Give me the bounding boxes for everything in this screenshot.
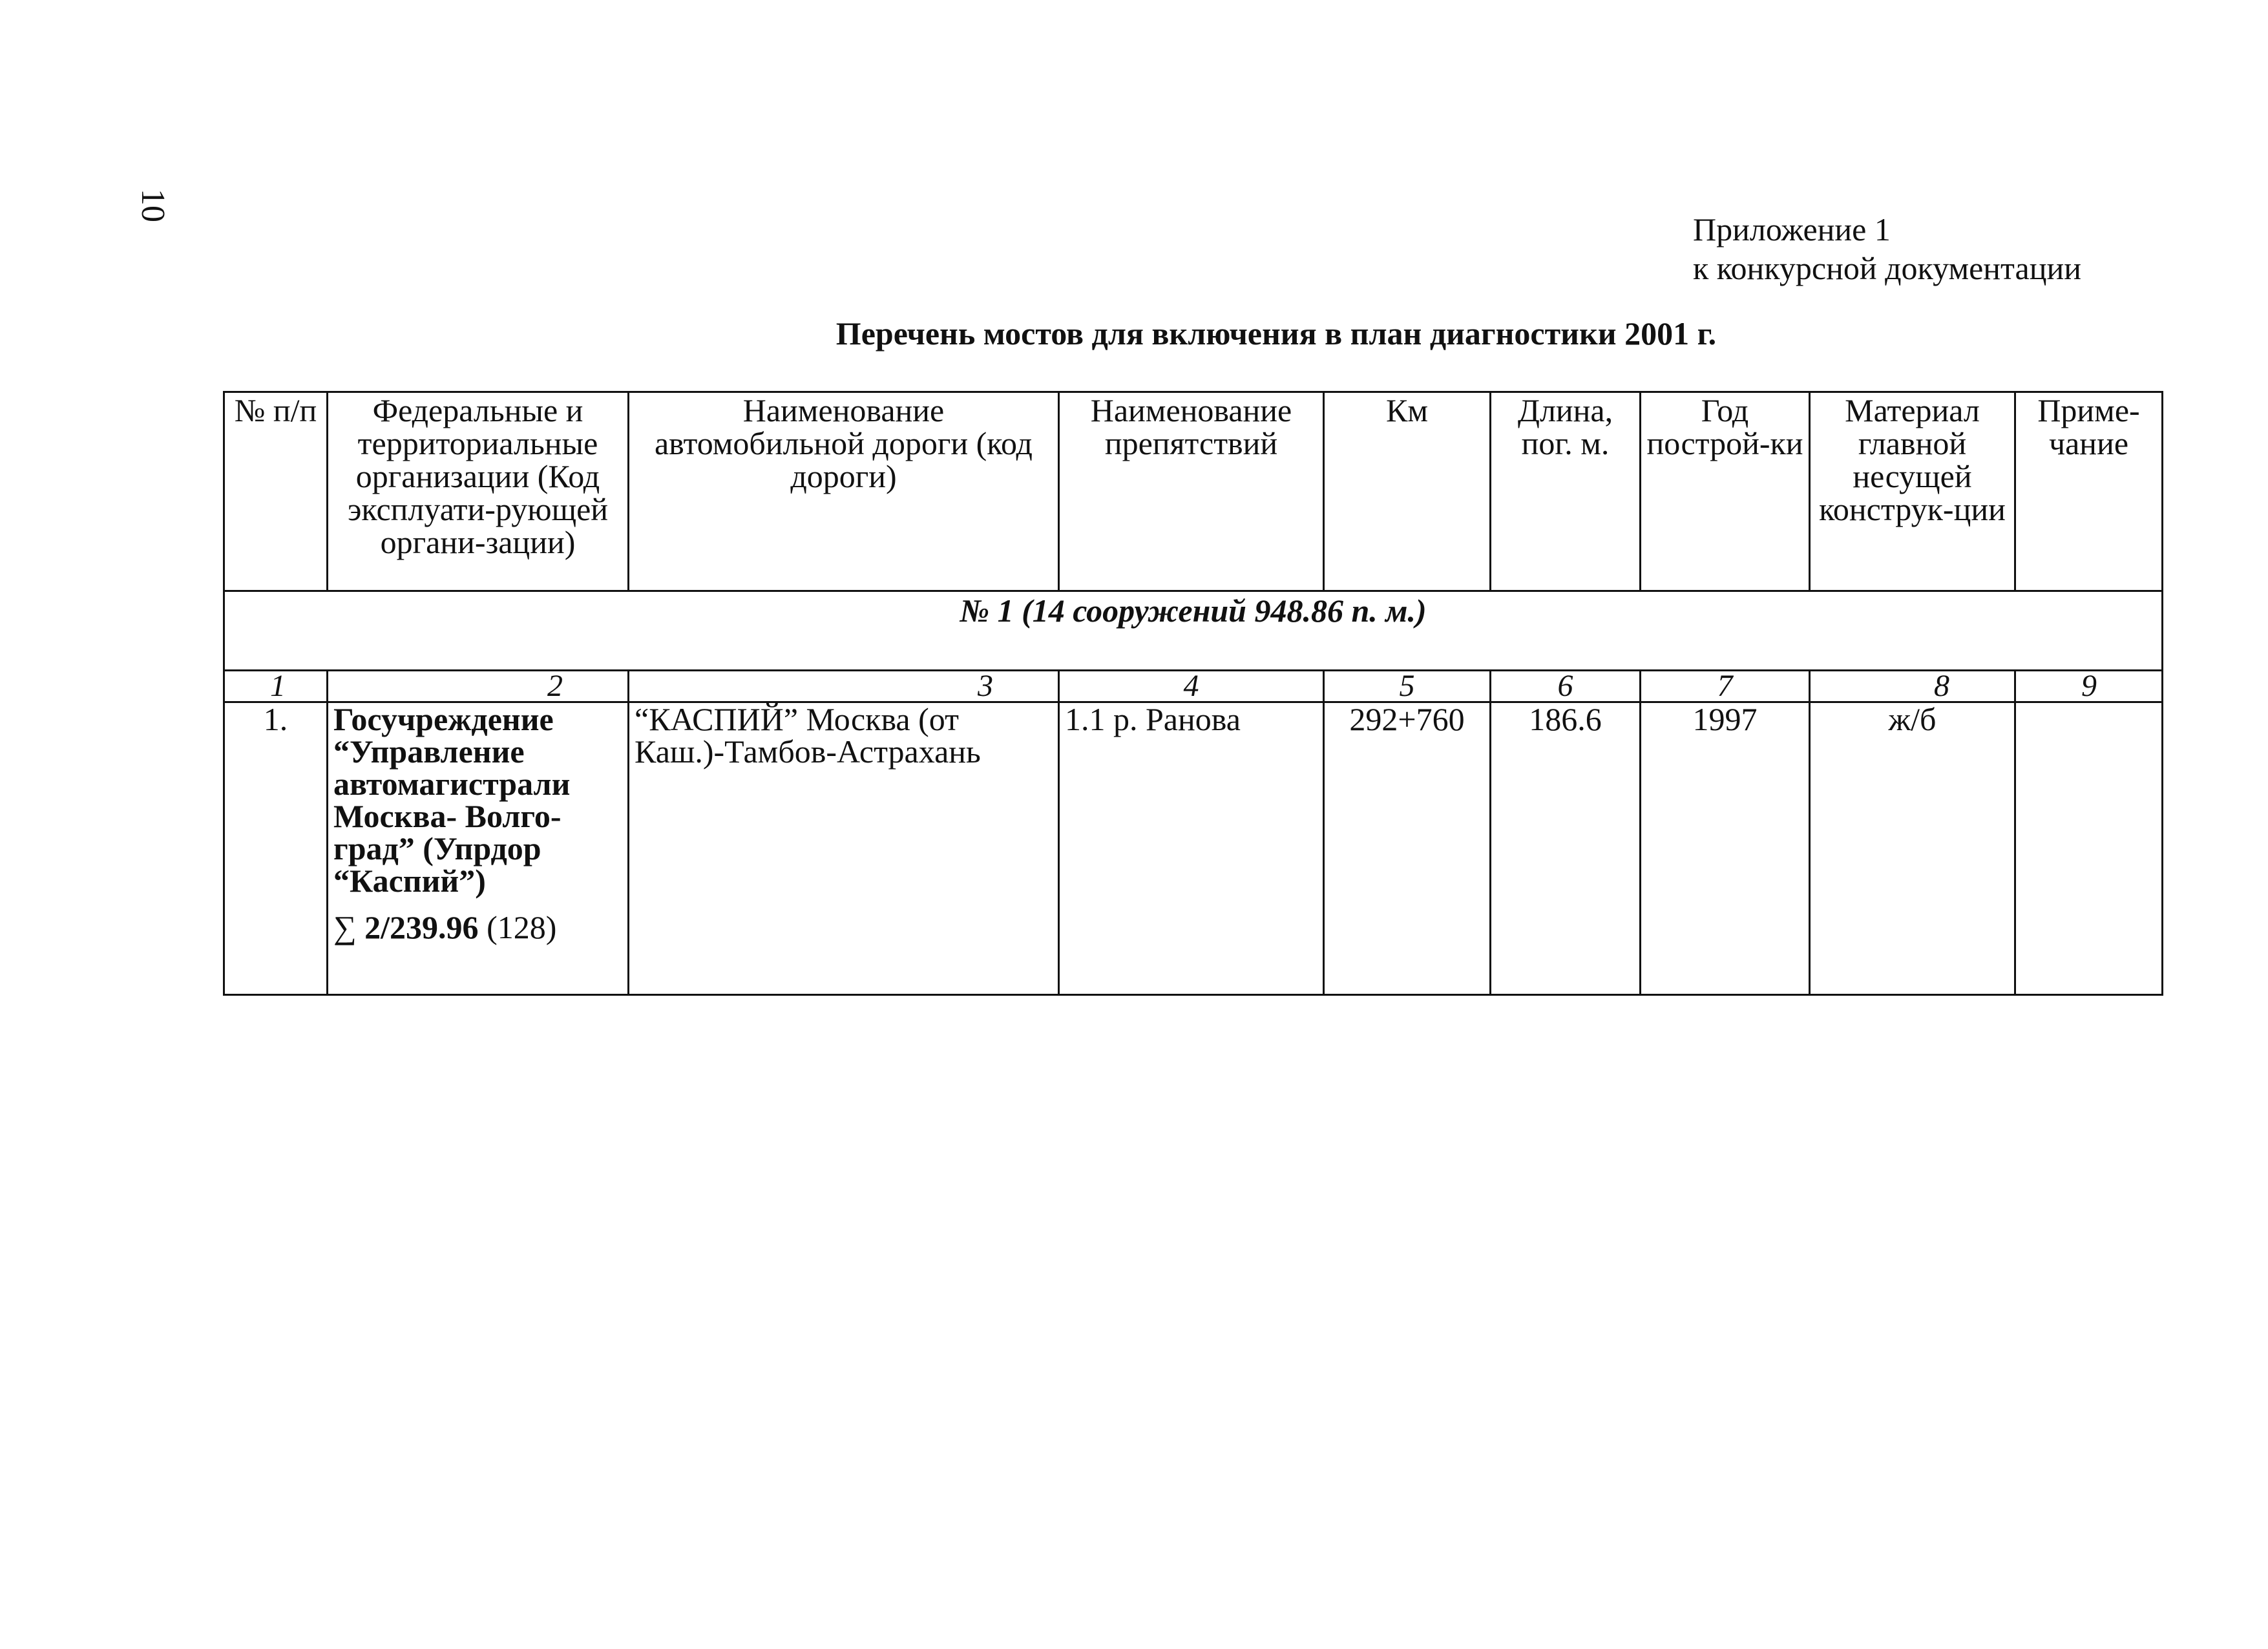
header-cell: Материал главной несущей конструк-ции (1810, 392, 2015, 591)
group-row (224, 591, 2163, 671)
column-number: 7 (1641, 671, 1810, 702)
header-cell: Наименование препятствий (1059, 392, 1324, 591)
organization-summary (333, 911, 622, 943)
sum-symbol: ∑ (333, 909, 357, 945)
sum-value: 2/239.96 (364, 909, 479, 945)
note-value (2015, 702, 2163, 995)
length-value: 186.6 (1491, 702, 1641, 995)
header-cell: Год построй-ки (1641, 392, 1810, 591)
obstacle-name: 1.1 р. Ранова (1059, 702, 1324, 995)
group-label: № 1 (14 сооружений 948.86 п. м.) (224, 591, 2163, 671)
header-cell: Наименование автомобильной дороги (код дороги) (629, 392, 1059, 591)
column-number: 8 (1810, 671, 2015, 702)
column-number: 6 (1491, 671, 1641, 702)
appendix-line-2: к конкурсной документации (1693, 250, 2081, 286)
header-cell: Приме-чание (2015, 392, 2163, 591)
column-number: 2 (328, 671, 629, 702)
column-number: 4 (1059, 671, 1324, 702)
table-row (224, 702, 2163, 995)
row-number: 1. (224, 702, 328, 995)
organization-cell (328, 702, 629, 995)
road-name: “КАСПИЙ” Москва (от Каш.)-Тамбов-Астрахань (629, 702, 1059, 995)
organization-code: (128) (487, 909, 557, 945)
header-cell: № п/п (224, 392, 328, 591)
header-row (224, 392, 2163, 591)
header-cell: Км (1324, 392, 1491, 591)
column-number: 9 (2015, 671, 2163, 702)
header-cell: Федеральные и территориальные организации (Код эксплуати-рующей органи-зации) (328, 392, 629, 591)
column-number-row (224, 671, 2163, 702)
organization-name: Госучреждение “Управление автомагистрали Москва- Волго-град” (Упрдор “Каспий”) (333, 701, 571, 899)
column-number: 5 (1324, 671, 1491, 702)
page-number: 10 (134, 189, 171, 222)
material-value: ж/б (1810, 702, 2015, 995)
appendix-note (1693, 210, 2081, 288)
bridges-table (223, 391, 2163, 996)
header-cell: Длина, пог. м. (1491, 392, 1641, 591)
km-value: 292+760 (1324, 702, 1491, 995)
document-title: Перечень мостов для включения в план диагностики 2001 г. (835, 315, 1717, 352)
year-value: 1997 (1641, 702, 1810, 995)
column-number: 3 (629, 671, 1059, 702)
appendix-line-1: Приложение 1 (1693, 211, 1891, 247)
column-number: 1 (224, 671, 328, 702)
